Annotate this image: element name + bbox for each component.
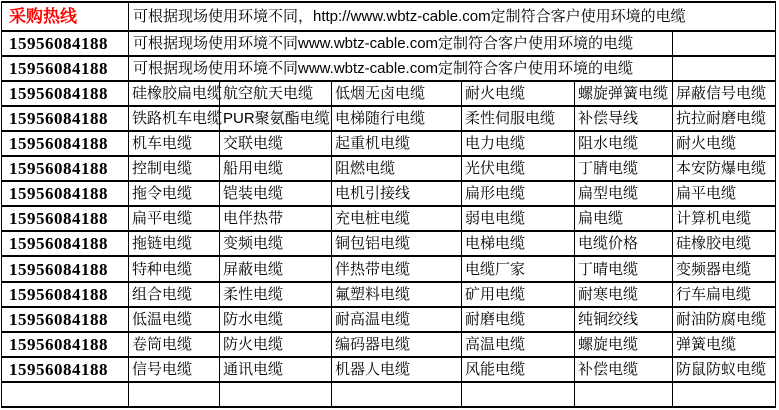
product-cell: 铜包铝电缆 <box>332 231 462 256</box>
product-cell: 电缆价格 <box>575 231 673 256</box>
product-cell: 阻燃电缆 <box>332 156 462 181</box>
product-cell: 计算机电缆 <box>673 206 776 231</box>
phone-number: 15956084188 <box>2 307 129 332</box>
table-row <box>2 131 776 156</box>
product-cell: 本安防爆电缆 <box>673 156 776 181</box>
table-row <box>2 156 776 181</box>
product-cell: 耐火电缆 <box>462 81 575 106</box>
product-cell: 耐高温电缆 <box>332 307 462 332</box>
table-row <box>2 231 776 256</box>
product-cell: 组合电缆 <box>129 282 220 307</box>
header-row <box>2 2 776 31</box>
empty-cell <box>332 382 462 407</box>
product-cell: 卷筒电缆 <box>129 332 220 357</box>
table-row <box>2 282 776 307</box>
product-cell: 拖令电缆 <box>129 181 220 206</box>
product-cell: 信号电缆 <box>129 357 220 382</box>
empty-cell <box>575 382 673 407</box>
product-cell: 船用电缆 <box>220 156 332 181</box>
product-cell: 硅橡胶扁电缆 <box>129 81 220 106</box>
product-cell: 光伏电缆 <box>462 156 575 181</box>
product-cell: 丁腈电缆 <box>575 156 673 181</box>
product-cell: 行车扁电缆 <box>673 282 776 307</box>
product-cell: 弱电电缆 <box>462 206 575 231</box>
product-cell: 航空航天电缆 <box>220 81 332 106</box>
phone-number: 15956084188 <box>2 282 129 307</box>
table-row <box>2 307 776 332</box>
product-cell: 变频器电缆 <box>673 256 776 281</box>
table-row <box>2 206 776 231</box>
phone-number: 15956084188 <box>2 231 129 256</box>
product-cell: 纯铜绞线 <box>575 307 673 332</box>
table-row <box>2 106 776 131</box>
empty-cell <box>129 382 220 407</box>
phone-number: 15956084188 <box>2 156 129 181</box>
phone-number: 15956084188 <box>2 206 129 231</box>
product-cell: 扁平电缆 <box>129 206 220 231</box>
product-cell: 补偿电缆 <box>575 357 673 382</box>
product-cell: 拖链电缆 <box>129 231 220 256</box>
product-cell: 机车电缆 <box>129 131 220 156</box>
product-cell: 伴热带电缆 <box>332 256 462 281</box>
product-cell: 扁型电缆 <box>575 181 673 206</box>
product-cell: 耐寒电缆 <box>575 282 673 307</box>
product-cell: 扁平电缆 <box>673 181 776 206</box>
product-cell: 铁路机车电缆 <box>129 106 220 131</box>
product-cell: 矿用电缆 <box>462 282 575 307</box>
product-cell: 风能电缆 <box>462 357 575 382</box>
product-cell: 控制电缆 <box>129 156 220 181</box>
product-cell: 丁晴电缆 <box>575 256 673 281</box>
product-cell: 耐油防腐电缆 <box>673 307 776 332</box>
product-cell: 硅橡胶电缆 <box>673 231 776 256</box>
product-cell: 柔性伺服电缆 <box>462 106 575 131</box>
product-cell: 特种电缆 <box>129 256 220 281</box>
empty-cell <box>2 382 129 407</box>
product-cell: 扁电缆 <box>575 206 673 231</box>
product-cell: PUR聚氨酯电缆 <box>220 106 332 131</box>
phone-number: 15956084188 <box>2 106 129 131</box>
purchase-hotline-label: 采购热线 <box>2 2 129 31</box>
notice-line-3: 可根据现场使用环境不同www.wbtz-cable.com定制符合客户使用环境的电缆 <box>129 56 673 81</box>
phone-number: 15956084188 <box>2 31 129 56</box>
product-cell: 高温电缆 <box>462 332 575 357</box>
product-cell: 防火电缆 <box>220 332 332 357</box>
product-cell: 耐磨电缆 <box>462 307 575 332</box>
product-cell: 起重机电缆 <box>332 131 462 156</box>
product-cell: 编码器电缆 <box>332 332 462 357</box>
product-cell: 电力电缆 <box>462 131 575 156</box>
product-cell: 电缆厂家 <box>462 256 575 281</box>
product-cell: 低烟无卤电缆 <box>332 81 462 106</box>
product-cell: 屏蔽信号电缆 <box>673 81 776 106</box>
product-cell: 低温电缆 <box>129 307 220 332</box>
product-cell: 耐火电缆 <box>673 131 776 156</box>
table-row <box>2 81 776 106</box>
product-cell: 屏蔽电缆 <box>220 256 332 281</box>
phone-number: 15956084188 <box>2 181 129 206</box>
empty-cell <box>462 382 575 407</box>
product-cell: 机器人电缆 <box>332 357 462 382</box>
product-cell: 补偿导线 <box>575 106 673 131</box>
phone-number: 15956084188 <box>2 332 129 357</box>
product-cell: 螺旋电缆 <box>575 332 673 357</box>
product-cell: 氟塑料电缆 <box>332 282 462 307</box>
notice-line-1: 可根据现场使用环境不同，http://www.wbtz-cable.com定制符合客户使用环境的电缆 <box>129 2 776 31</box>
url-row <box>2 56 776 81</box>
table-row <box>2 357 776 382</box>
empty-cell <box>673 31 776 56</box>
notice-line-2: 可根据现场使用环境不同www.wbtz-cable.com定制符合客户使用环境的电缆 <box>129 31 673 56</box>
phone-number: 15956084188 <box>2 256 129 281</box>
product-cell: 防水电缆 <box>220 307 332 332</box>
product-cell: 通讯电缆 <box>220 357 332 382</box>
table-row <box>2 181 776 206</box>
phone-number: 15956084188 <box>2 56 129 81</box>
url-row <box>2 31 776 56</box>
product-cell: 阻水电缆 <box>575 131 673 156</box>
product-cell: 电机引接线 <box>332 181 462 206</box>
product-cell: 柔性电缆 <box>220 282 332 307</box>
product-cell: 电梯电缆 <box>462 231 575 256</box>
phone-number: 15956084188 <box>2 81 129 106</box>
product-cell: 螺旋弹簧电缆 <box>575 81 673 106</box>
phone-number: 15956084188 <box>2 131 129 156</box>
product-cell: 防鼠防蚁电缆 <box>673 357 776 382</box>
product-cell: 变频电缆 <box>220 231 332 256</box>
empty-cell <box>673 382 776 407</box>
product-cell: 交联电缆 <box>220 131 332 156</box>
product-cell: 铠装电缆 <box>220 181 332 206</box>
product-cell: 弹簧电缆 <box>673 332 776 357</box>
empty-cell <box>220 382 332 407</box>
product-cell: 扁形电缆 <box>462 181 575 206</box>
product-cell: 充电桩电缆 <box>332 206 462 231</box>
table-row <box>2 332 776 357</box>
phone-number: 15956084188 <box>2 357 129 382</box>
product-cell: 电伴热带 <box>220 206 332 231</box>
table-row <box>2 256 776 281</box>
product-cell: 电梯随行电缆 <box>332 106 462 131</box>
empty-row <box>2 382 776 407</box>
product-cell: 抗拉耐磨电缆 <box>673 106 776 131</box>
empty-cell <box>673 56 776 81</box>
cable-products-table <box>1 1 776 408</box>
